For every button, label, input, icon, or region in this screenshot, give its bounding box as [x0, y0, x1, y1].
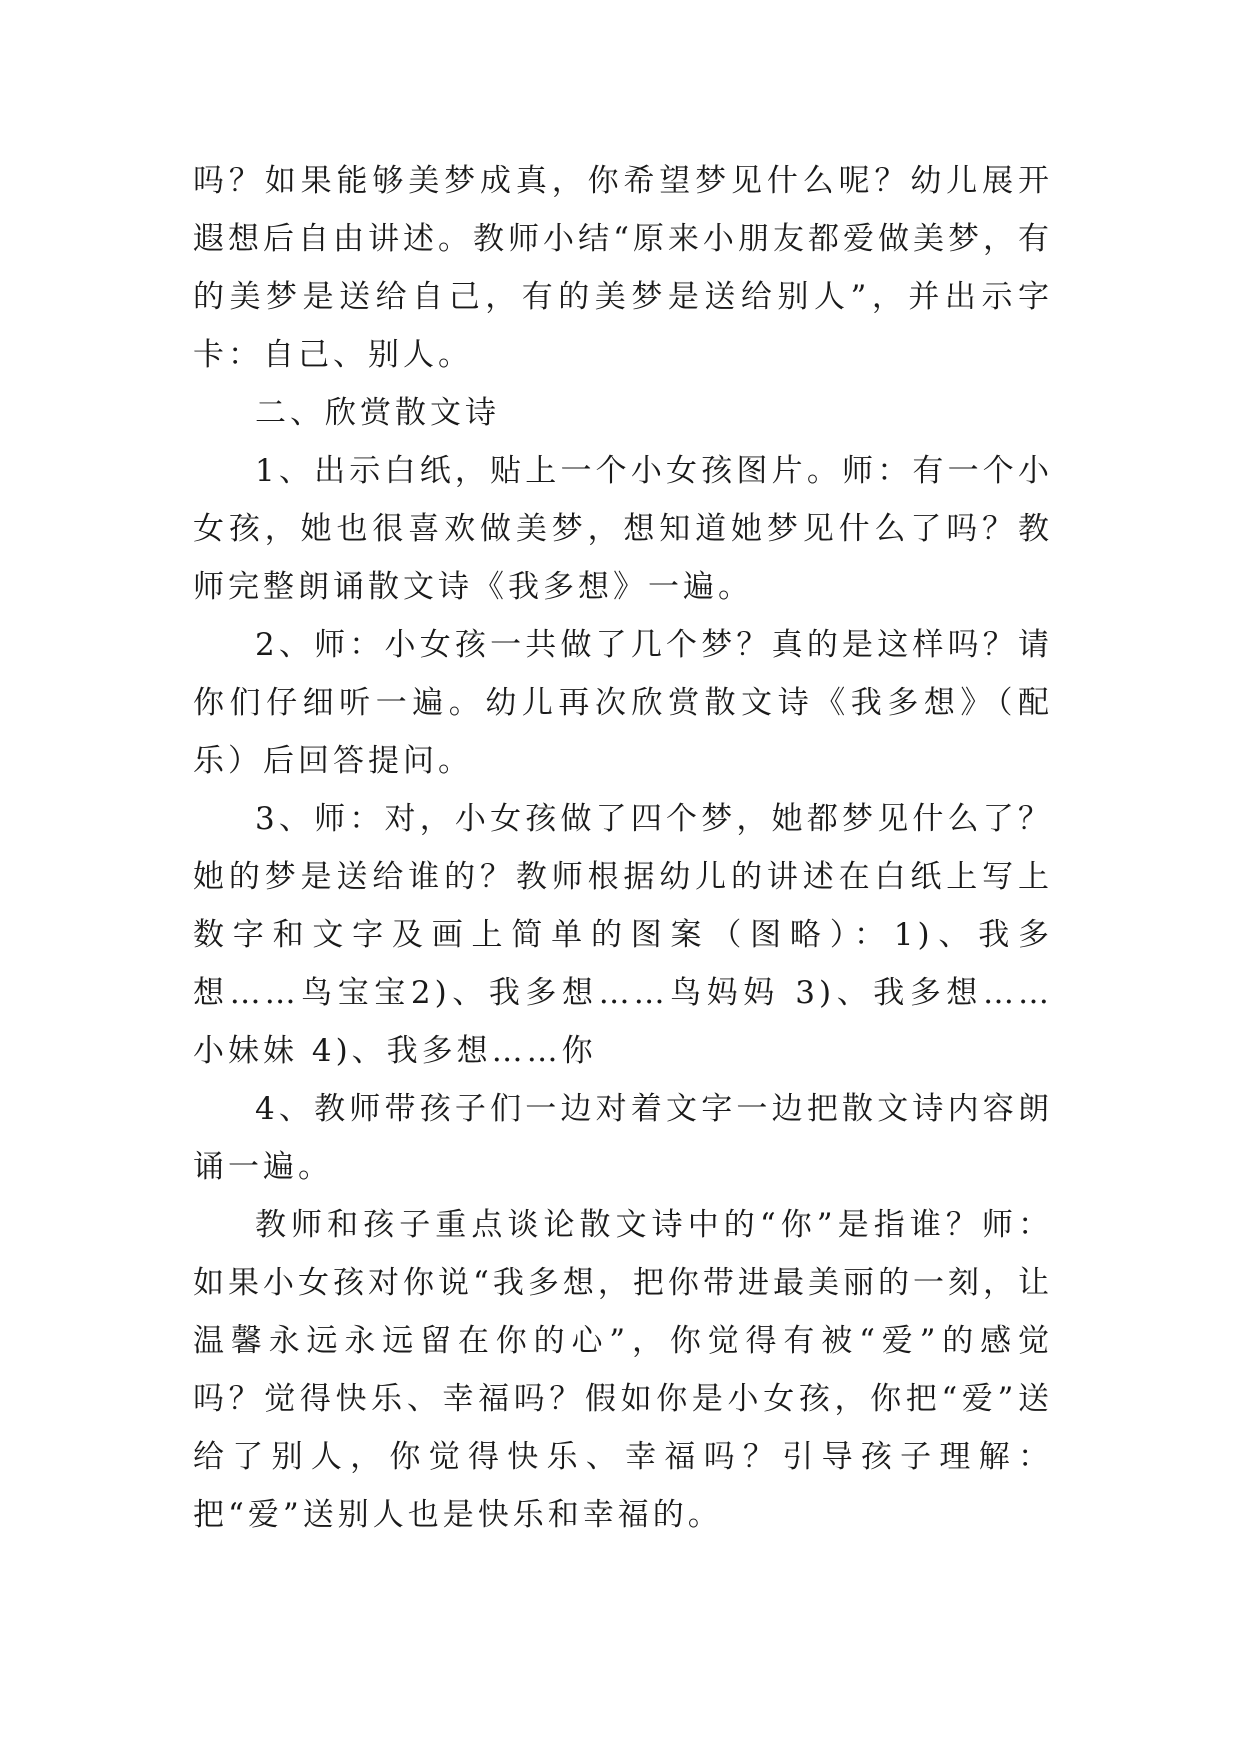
paragraph-discussion: 教师和孩子重点谈论散文诗中的“你”是指谁？师：如果小女孩对你说“我多想，把你带进最美丽的一刻，让温馨永远永远留在你的心”，你觉得有被“爱”的感觉吗？觉得快乐、幸福吗？假如你是小女孩，你把“爱”送给了别人，你觉得快乐、幸福吗？引导孩子理解：把“爱”送别人也是快乐和幸福的。 — [193, 1207, 1053, 1533]
document-body — [193, 152, 1053, 1544]
paragraph-step-4: 4、教师带孩子们一边对着文字一边把散文诗内容朗诵一遍。 — [193, 1091, 1053, 1185]
paragraph-step-2: 2、师：小女孩一共做了几个梦？真的是这样吗？请你们仔细听一遍。幼儿再次欣赏散文诗《我多想》（配乐）后回答提问。 — [193, 627, 1053, 779]
section-heading: 二、欣赏散文诗 — [255, 395, 500, 431]
paragraph-step-3: 3、师：对，小女孩做了四个梦，她都梦见什么了？她的梦是送给谁的？教师根据幼儿的讲述在白纸上写上数字和文字及画上简单的图案（图略）：1)、我多想……鸟宝宝2)、我多想……鸟妈妈 3)、我多想……小妹妹 4)、我多想……你 — [193, 801, 1053, 1069]
paragraph-step-1: 1、出示白纸，贴上一个小女孩图片。师：有一个小女孩，她也很喜欢做美梦，想知道她梦见什么了吗？教师完整朗诵散文诗《我多想》一遍。 — [193, 453, 1053, 605]
paragraph-continuation: 吗？如果能够美梦成真，你希望梦见什么呢？幼儿展开遐想后自由讲述。教师小结“原来小朋友都爱做美梦，有的美梦是送给自己，有的美梦是送给别人”，并出示字卡：自己、别人。 — [193, 163, 1053, 373]
